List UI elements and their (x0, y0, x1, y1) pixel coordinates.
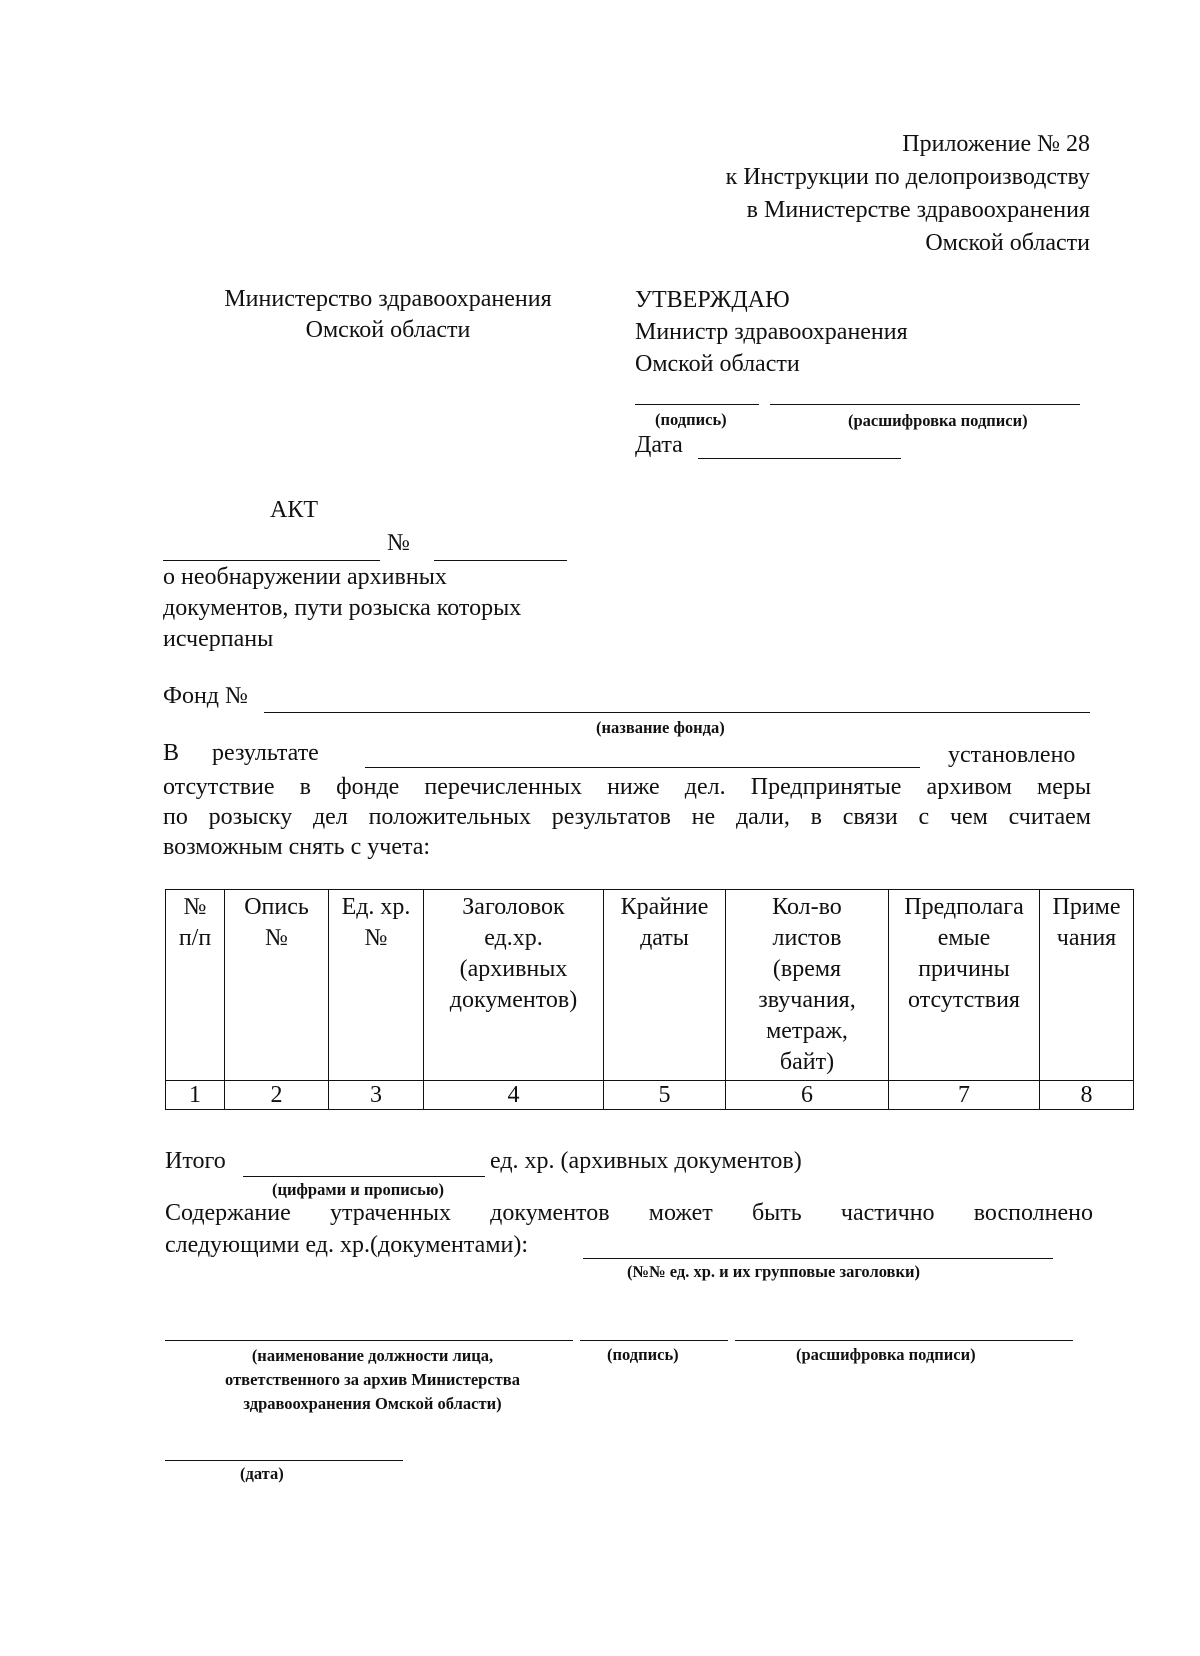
table-column-number: 6 (726, 1081, 889, 1110)
table-header-cell: Кол-во листов (время звучания, метраж, байт) (726, 890, 889, 1081)
approval-decoding-caption: (расшифровка подписи) (848, 411, 1028, 430)
signature-caption: (подпись) (607, 1345, 679, 1364)
result-word-1: В (163, 740, 180, 766)
act-number-sign: № (387, 530, 410, 556)
table-header-cell: Заголовок ед.хр. (архивных документов) (424, 890, 604, 1081)
ministry-line: Министерство здравоохранения (224, 286, 552, 312)
appendix-header (600, 128, 1090, 260)
table-column-number: 7 (889, 1081, 1040, 1110)
content-line-2: следующими ед. хр.(документами): (165, 1232, 529, 1258)
result-paragraph (163, 772, 1091, 862)
result-line: по розыску дел положительных результатов не дали, в связи с чем считаем (163, 804, 1091, 830)
signature-line[interactable] (580, 1340, 728, 1341)
content-documents-line[interactable] (583, 1258, 1053, 1259)
appendix-line: в Министерстве здравоохранения (746, 197, 1090, 223)
result-word-2: результате (212, 740, 319, 766)
table-column-number: 2 (225, 1081, 329, 1110)
table-column-number: 1 (166, 1081, 225, 1110)
act-subject-line: о необнаружении архивных (163, 564, 447, 590)
approval-date-line[interactable] (698, 458, 901, 459)
table-row (166, 1081, 1134, 1110)
result-word-3: установлено (948, 742, 1076, 768)
total-count-line[interactable] (243, 1176, 485, 1177)
approval-line: Омской области (635, 351, 800, 377)
appendix-line: к Инструкции по делопроизводству (725, 164, 1090, 190)
position-caption-line: здравоохранения Омской области) (243, 1394, 502, 1413)
result-last-line: возможным снять с учета: (163, 834, 431, 860)
table-column-number: 4 (424, 1081, 604, 1110)
approval-signature-line[interactable] (635, 404, 759, 405)
act-title: АКТ (270, 497, 318, 523)
approval-decoding-line[interactable] (770, 404, 1080, 405)
act-number-line[interactable] (434, 560, 567, 561)
table-header-cell: Опись № (225, 890, 329, 1081)
table-header-cell: № п/п (166, 890, 225, 1081)
table-header-cell: Крайние даты (604, 890, 726, 1081)
table-header-cell: Ед. хр. № (329, 890, 424, 1081)
position-caption-line: ответственного за архив Министерства (225, 1370, 520, 1389)
date-line[interactable] (165, 1460, 403, 1461)
approval-line: Министр здравоохранения (635, 319, 908, 345)
table-column-number: 5 (604, 1081, 726, 1110)
table-column-number: 8 (1040, 1081, 1134, 1110)
approval-block (635, 284, 1075, 380)
total-caption: (цифрами и прописью) (272, 1180, 444, 1199)
position-line[interactable] (165, 1340, 573, 1341)
approval-heading: УТВЕРЖДАЮ (635, 287, 790, 313)
fond-name-line[interactable] (264, 712, 1090, 713)
appendix-line: Приложение № 28 (902, 131, 1090, 157)
position-caption (175, 1344, 570, 1416)
act-subject (163, 562, 603, 655)
act-subject-line: исчерпаны (163, 626, 274, 652)
content-line: Содержание утраченных документов может быть частично восполнено (165, 1200, 1093, 1226)
result-method-line[interactable] (365, 767, 920, 768)
table-header-row (166, 890, 1134, 1081)
decoding-line[interactable] (735, 1340, 1073, 1341)
table-header-cell: Предполага емые причины отсутствия (889, 890, 1040, 1081)
approval-date-label: Дата (635, 432, 683, 458)
appendix-line: Омской области (925, 230, 1090, 256)
total-label: Итого (165, 1148, 226, 1174)
table-header-cell: Приме чания (1040, 890, 1134, 1081)
ministry-name (188, 284, 588, 346)
act-date-line[interactable] (163, 560, 380, 561)
ministry-line: Омской области (305, 317, 471, 343)
approval-signature-caption: (подпись) (655, 410, 727, 429)
total-suffix: ед. хр. (архивных документов) (490, 1148, 802, 1174)
fond-caption: (название фонда) (596, 718, 725, 737)
date-caption: (дата) (240, 1464, 284, 1483)
act-subject-line: документов, пути розыска которых (163, 595, 522, 621)
position-caption-line: (наименование должности лица, (251, 1346, 494, 1365)
result-line: отсутствие в фонде перечисленных ниже дел. Предпринятые архивом меры (163, 774, 1091, 800)
table-column-number: 3 (329, 1081, 424, 1110)
content-paragraph (165, 1200, 1093, 1231)
fond-label: Фонд № (163, 683, 248, 709)
documents-table (165, 889, 1134, 1110)
content-caption: (№№ ед. хр. и их групповые заголовки) (627, 1262, 920, 1281)
decoding-caption: (расшифровка подписи) (796, 1345, 976, 1364)
